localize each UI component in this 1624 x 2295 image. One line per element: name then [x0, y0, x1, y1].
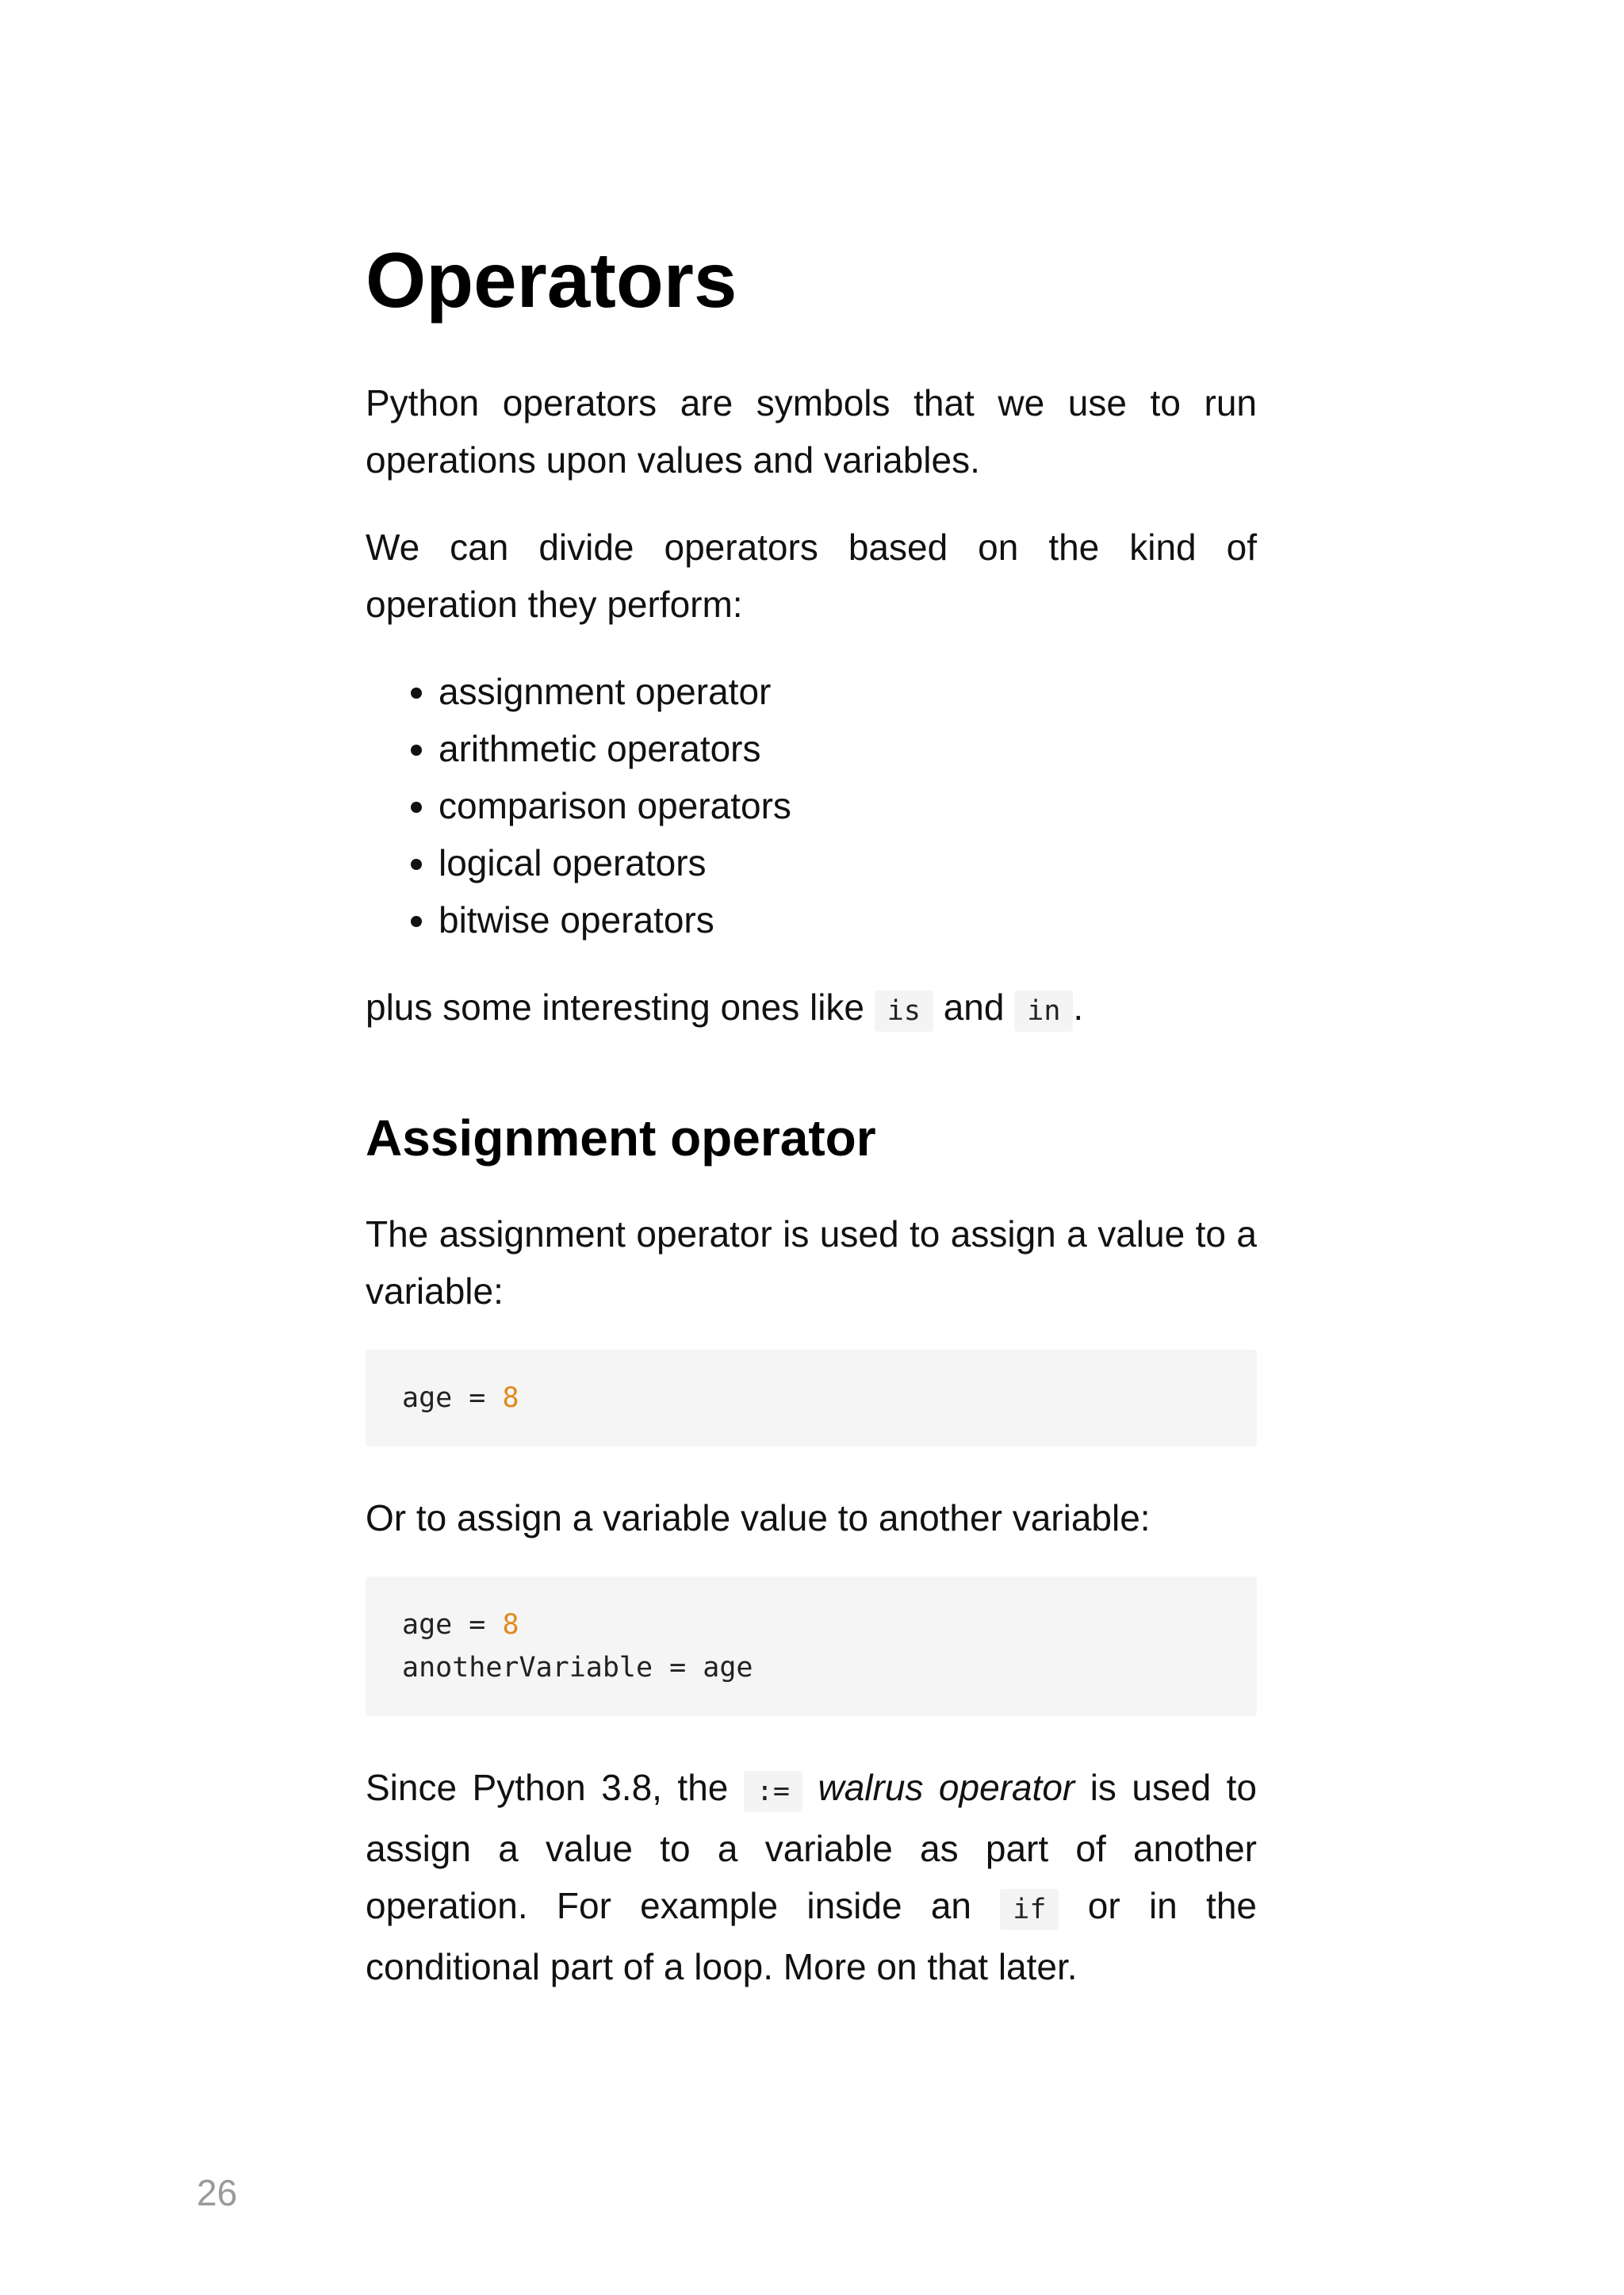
list-item: • logical operators: [439, 834, 1257, 891]
page-title: Operators: [366, 236, 737, 324]
code-block-1: [366, 1350, 1257, 1446]
operator-list: [366, 663, 1257, 948]
assignment-paragraph-2: Or to assign a variable value to another variable:: [366, 1496, 1151, 1538]
walrus-paragraph: [366, 1759, 1257, 1995]
plus-paragraph: [366, 979, 1257, 1040]
assignment-paragraph-1: The assignment operator is used to assign a value to a variable:: [366, 1213, 1257, 1312]
walrus-text-2: is used to assign a value to a variable as part of another operation. For example inside an: [366, 1766, 1257, 1926]
list-item: • arithmetic operators: [439, 720, 1257, 777]
walrus-emphasis: walrus operator: [818, 1766, 1075, 1808]
page-content: [366, 238, 1257, 2025]
walrus-text-1: Since Python 3.8, the: [366, 1766, 744, 1808]
list-item: • assignment operator: [439, 663, 1257, 720]
inline-code-is: is: [875, 990, 933, 1032]
plus-text-before: plus some interesting ones like: [366, 986, 875, 1028]
section-heading-assignment: Assignment operator: [366, 1109, 876, 1167]
code-text: anotherVariable = age: [402, 1651, 753, 1684]
inline-code-if: if: [1000, 1889, 1059, 1930]
inline-code-walrus: :=: [744, 1771, 802, 1812]
plus-text-after: .: [1073, 986, 1084, 1028]
code-block-2: [366, 1577, 1257, 1716]
code-text: age =: [402, 1608, 503, 1641]
number-literal: 8: [502, 1381, 519, 1414]
number-literal: 8: [502, 1608, 519, 1641]
plus-text-middle: and: [933, 986, 1015, 1028]
page-number: 26: [197, 2172, 238, 2213]
list-item: • bitwise operators: [439, 891, 1257, 948]
list-item: • comparison operators: [439, 777, 1257, 834]
code-text: age =: [402, 1381, 503, 1414]
walrus-text-3: or in the conditional part of a loop. More on that later.: [366, 1884, 1257, 1987]
inline-code-in: in: [1014, 990, 1073, 1032]
intro-paragraph-2: We can divide operators based on the kind of operation they perform:: [366, 526, 1257, 625]
intro-paragraph-1: Python operators are symbols that we use to run operations upon values and variables.: [366, 381, 1257, 481]
